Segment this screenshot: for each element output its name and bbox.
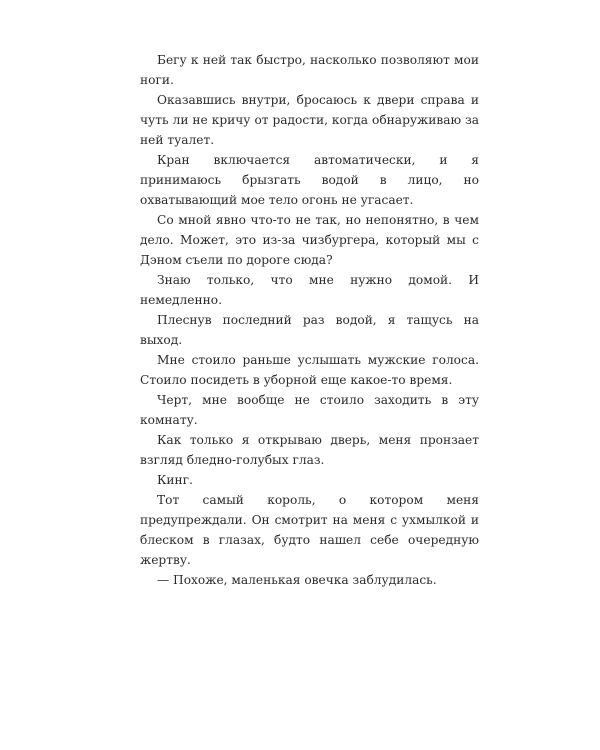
paragraph: Оказавшись внутри, бросаюсь к двери справа и чуть ли не кричу от радости, когда обнаруживаю за ней туалет. [140, 93, 479, 147]
paragraph: Кинг. [157, 473, 193, 487]
paragraph: Черт, мне вообще не стоило заходить в эту комнату. [140, 393, 479, 427]
paragraph: Как только я открываю дверь, меня пронзает взгляд бледно-голубых глаз. [140, 433, 479, 467]
paragraph: Тот самый король, о котором меня предупреждали. Он смотрит на меня с ухмылкой и блеском в глазах, будто нашел себе очередную жертву. [140, 493, 479, 567]
paragraph: Со мной явно что-то не так, но непонятно, в чем дело. Может, это из-за чизбургера, который мы с Дэном съели по дороге сюда? [140, 213, 479, 267]
paragraph: Плеснув последний раз водой, я тащусь на выход. [140, 313, 479, 347]
paragraph: Знаю только, что мне нужно домой. И немедленно. [140, 273, 479, 307]
paragraph: — Похоже, маленькая овечка заблудилась. [157, 573, 437, 587]
paragraph: Бегу к ней так быстро, насколько позволяют мои ноги. [140, 53, 479, 87]
paragraph: Кран включается автоматически, и я принимаюсь брызгать водой в лицо, но охватывающий мое тело огонь не угасает. [140, 153, 479, 207]
page-body-text [140, 50, 479, 590]
paragraph: Мне стоило раньше услышать мужские голоса. Стоило посидеть в уборной еще какое-то время. [140, 353, 479, 387]
